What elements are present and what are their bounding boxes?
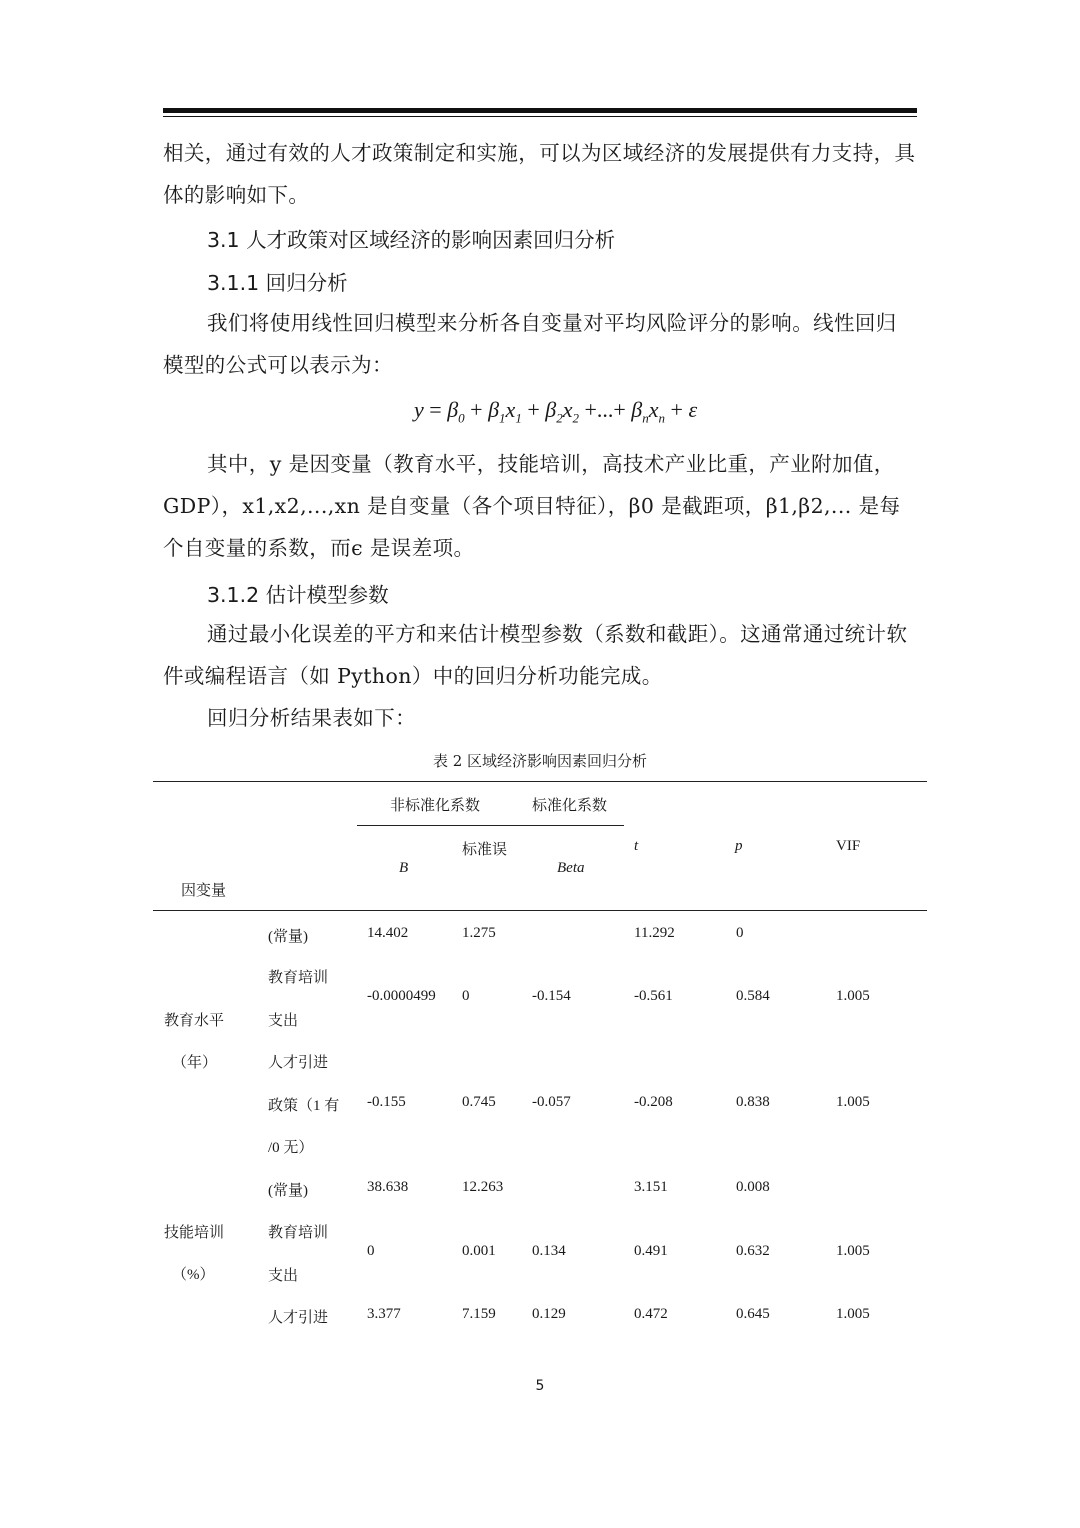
table-cell-p: 0.008 — [736, 1179, 770, 1195]
group2-dep-line2: （%） — [172, 1267, 215, 1283]
table-row-var: 政策（1 有 — [268, 1098, 340, 1114]
table-cell-se: 0.745 — [462, 1094, 496, 1110]
section-3-1-2-title: 3.1.2 估计模型参数 — [207, 583, 389, 607]
table-row-var: 教育培训 — [268, 1225, 329, 1241]
table-row-var: 人才引进 — [268, 1055, 329, 1071]
table-cell-t: 11.292 — [634, 925, 675, 941]
header-vif: VIF — [836, 838, 861, 854]
header-rule-thick — [163, 108, 917, 113]
section-3-1-title: 3.1 人才政策对区域经济的影响因素回归分析 — [207, 228, 616, 252]
table-cell-beta: -0.154 — [532, 988, 571, 1004]
header-b: B — [399, 860, 409, 876]
table-row-var: /0 无） — [268, 1140, 314, 1156]
table-cell-vif: 1.005 — [836, 1243, 870, 1259]
table-caption: 表 2 区域经济影响因素回归分析 — [432, 752, 648, 770]
table-cell-p: 0.645 — [736, 1306, 770, 1322]
header-p: p — [735, 838, 743, 854]
table-cell-b: -0.0000499 — [367, 988, 436, 1004]
table-top-rule — [153, 781, 927, 782]
table-cell-p: 0.838 — [736, 1094, 770, 1110]
header-t: t — [634, 838, 639, 854]
regression-intro-paragraph: 我们将使用线性回归模型来分析各自变量对平均风险评分的影响。线性回归模型的公式可以表示为： — [163, 311, 897, 377]
table-cell-beta: 0.134 — [532, 1243, 566, 1259]
table-cell-se: 7.159 — [462, 1306, 496, 1322]
table-row-var: (常量) — [268, 1183, 308, 1199]
header-unstandardized: 非标准化系数 — [390, 798, 481, 814]
table-group-rule — [357, 825, 624, 826]
table-cell-b: 14.402 — [367, 925, 409, 941]
table-cell-t: 0.472 — [634, 1306, 668, 1322]
table-cell-p: 0.632 — [736, 1243, 770, 1259]
table-header-rule — [153, 910, 927, 911]
table-row-var: 教育培训 — [268, 970, 329, 986]
table-cell-se: 1.275 — [462, 925, 496, 941]
table-cell-vif: 1.005 — [836, 1306, 870, 1322]
group1-dep-line2: （年） — [172, 1055, 218, 1071]
estimation-paragraph: 通过最小化误差的平方和来估计模型参数（系数和截距）。这通常通过统计软件或编程语言（如 Python）中的回归分析功能完成。 — [163, 622, 908, 688]
table-row-var: (常量) — [268, 929, 308, 945]
section-3-1-1-title: 3.1.1 回归分析 — [207, 271, 348, 295]
table-cell-beta: -0.057 — [532, 1094, 571, 1110]
table-cell-b: -0.155 — [367, 1094, 406, 1110]
group2-dep-line1: 技能培训 — [164, 1225, 225, 1241]
table-cell-t: 3.151 — [634, 1179, 668, 1195]
table-cell-vif: 1.005 — [836, 1094, 870, 1110]
table-cell-t: -0.561 — [634, 988, 673, 1004]
table-cell-b: 38.638 — [367, 1179, 409, 1195]
header-beta: Beta — [557, 860, 585, 876]
table-cell-vif: 1.005 — [836, 988, 870, 1004]
header-std-error: 标准误 — [462, 842, 508, 858]
table-cell-t: 0.491 — [634, 1243, 668, 1259]
table-cell-p: 0.584 — [736, 988, 770, 1004]
header-standardized: 标准化系数 — [532, 798, 608, 814]
table-row-var: 支出 — [268, 1013, 299, 1029]
header-dependent-variable: 因变量 — [181, 883, 227, 899]
table-row-var: 人才引进 — [268, 1310, 329, 1326]
table-cell-se: 0.001 — [462, 1243, 496, 1259]
result-intro-paragraph: 回归分析结果表如下： — [207, 706, 416, 730]
regression-formula: $y = \beta_0 + \beta_1x_1 + \beta_2x_2$ +...+ $\beta_nx_n + \varepsilon$ — [414, 397, 698, 426]
page-number: 5 — [535, 1378, 545, 1394]
group1-dep-line1: 教育水平 — [164, 1013, 225, 1029]
table-cell-t: -0.208 — [634, 1094, 673, 1110]
table-cell-se: 12.263 — [462, 1179, 504, 1195]
table-cell-b: 0 — [367, 1243, 375, 1259]
table-cell-se: 0 — [462, 988, 470, 1004]
table-row-var: 支出 — [268, 1268, 299, 1284]
variable-explanation-paragraph: 其中，y 是因变量（教育水平，技能培训，高技术产业比重，产业附加值，GDP），x1,x2,...,xn 是自变量（各个项目特征），β0 是截距项，β1,β2,... 是每个自变量的系数，而ϵ 是误差项。 — [163, 452, 901, 560]
table-cell-p: 0 — [736, 925, 744, 941]
table-cell-b: 3.377 — [367, 1306, 401, 1322]
table-cell-beta: 0.129 — [532, 1306, 566, 1322]
header-rule-thin — [163, 116, 917, 117]
intro-paragraph: 相关，通过有效的人才政策制定和实施，可以为区域经济的发展提供有力支持，具体的影响如下。 — [163, 141, 916, 207]
